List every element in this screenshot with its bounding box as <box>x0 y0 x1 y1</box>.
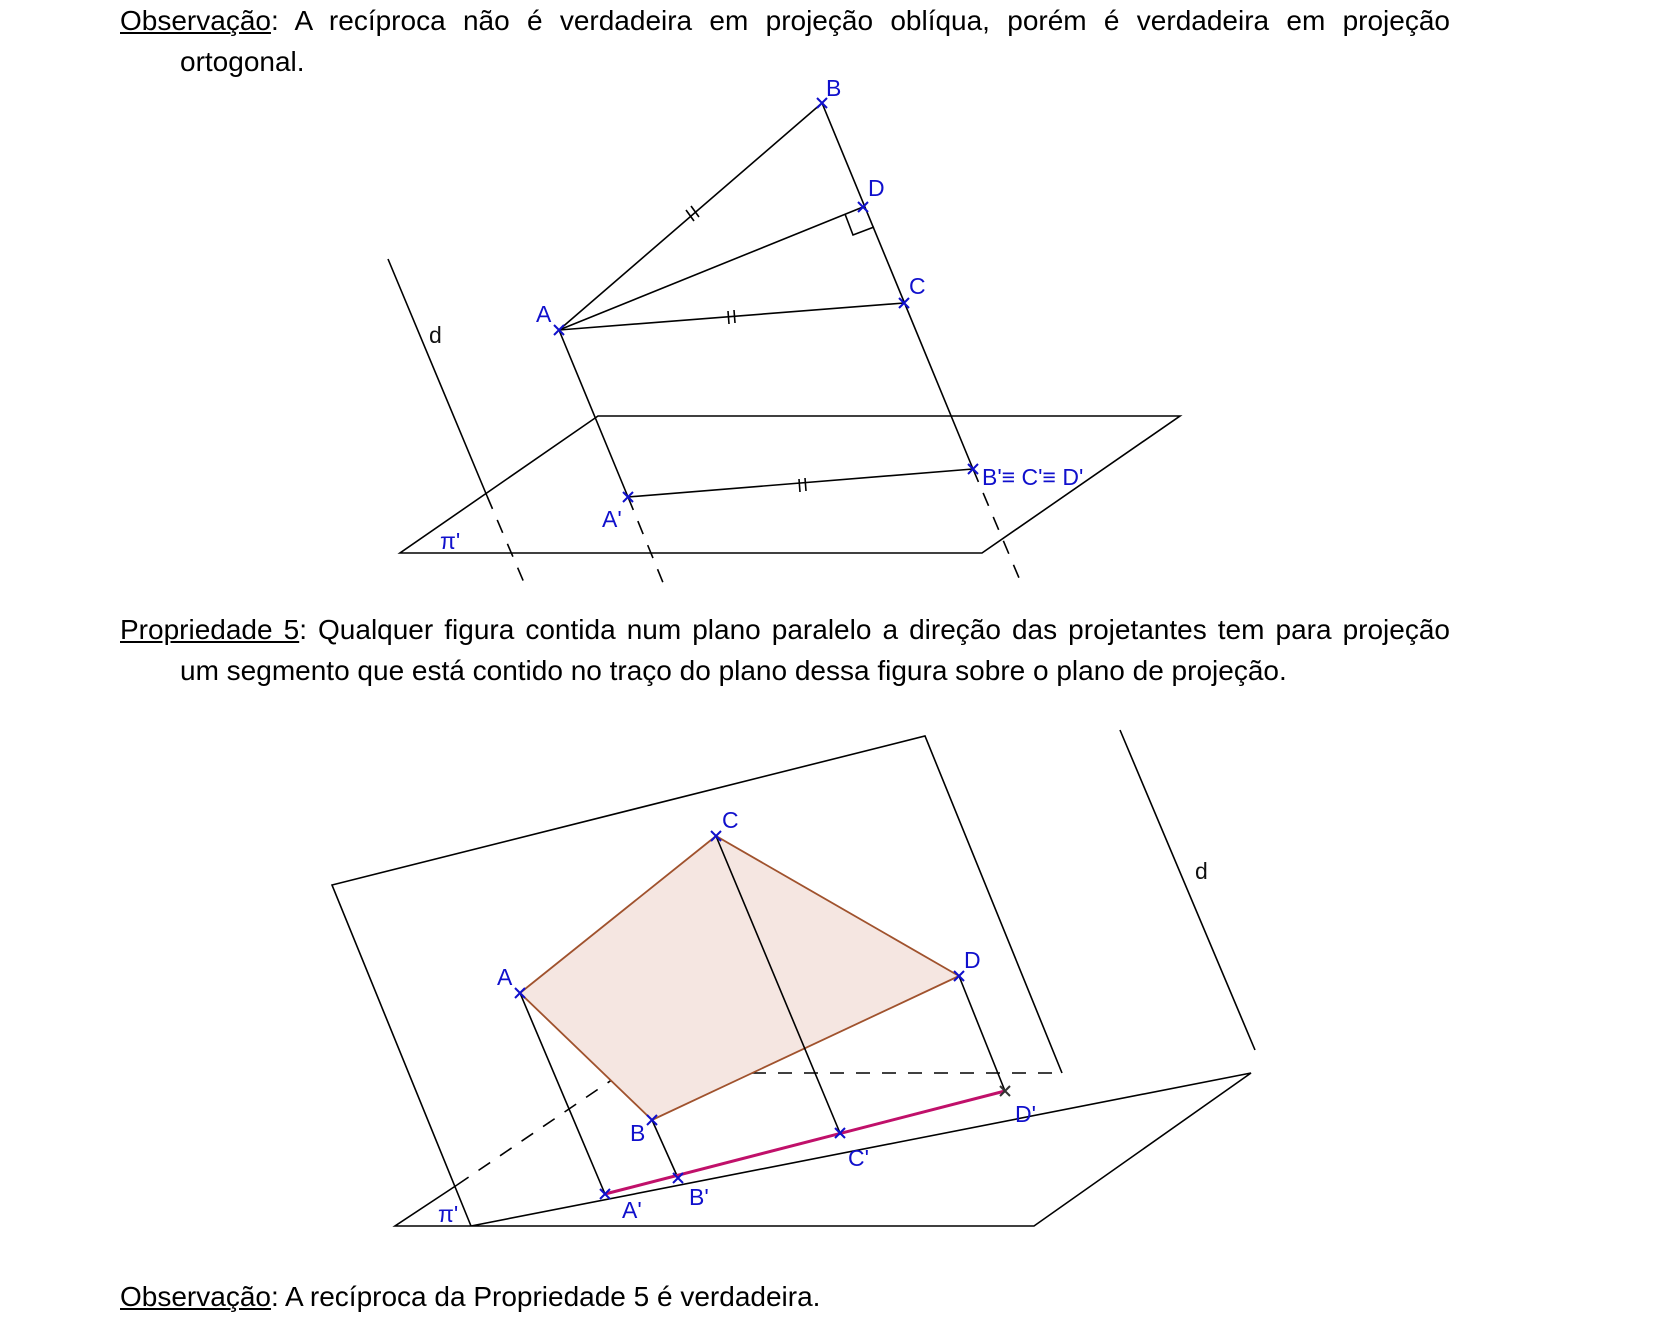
segment-ad <box>559 207 863 330</box>
observacao-1-text: : A recíproca não é verdadeira em projeção oblíqua, porém é verdadeira em projeção ortogonal. <box>180 5 1450 77</box>
plane-pi-prime-2 <box>395 1073 1251 1226</box>
label-d-2: D <box>964 947 981 973</box>
propriedade-5-label: Propriedade 5 <box>120 614 300 645</box>
projecting-line-bcd-1 <box>822 103 973 469</box>
label-a-1: A <box>536 301 552 327</box>
label-b-2: B <box>630 1120 646 1146</box>
label-b-prime-2: B' <box>689 1184 709 1210</box>
quadrilateral-abcd <box>520 836 959 1120</box>
label-pi-prime-1: π' <box>440 528 461 554</box>
label-c-2: C <box>722 807 739 833</box>
observacao-2-label: Observação <box>120 1281 271 1312</box>
segment-a-prime-b-prime <box>628 469 973 497</box>
label-a-prime-1: A' <box>602 506 622 532</box>
label-c-prime-2: C' <box>848 1145 870 1171</box>
observacao-1-label: Observação <box>120 5 271 36</box>
propriedade-5-text: : Qualquer figura contida num plano paralelo a direção das projetantes tem para projeção um segmento que está contido no traço do plano dessa figura sobre o plano de projeção. <box>180 614 1450 686</box>
label-c-1: C <box>909 273 926 299</box>
direction-line-d-1 <box>388 259 487 496</box>
label-d-line-1: d <box>429 322 442 348</box>
label-b-1: B <box>826 75 842 101</box>
segment-ac <box>559 303 904 330</box>
projecting-line-a-1 <box>559 330 628 497</box>
figure-1-oblique-projection <box>388 103 1180 585</box>
label-bcd-prime-1: B'≡ C'≡ D' <box>982 464 1084 490</box>
label-d-prime-2: D' <box>1015 1101 1037 1127</box>
label-d-line-2: d <box>1195 858 1208 884</box>
label-a-prime-2: A' <box>622 1197 642 1223</box>
projecting-line-b-2 <box>652 1120 678 1178</box>
label-a-2: A <box>497 964 513 990</box>
observacao-2-text: : A recíproca da Propriedade 5 é verdadeira. <box>270 1281 821 1312</box>
direction-line-d-2 <box>1120 730 1255 1050</box>
label-d-1: D <box>868 175 885 201</box>
label-pi-prime-2: π' <box>438 1201 459 1227</box>
